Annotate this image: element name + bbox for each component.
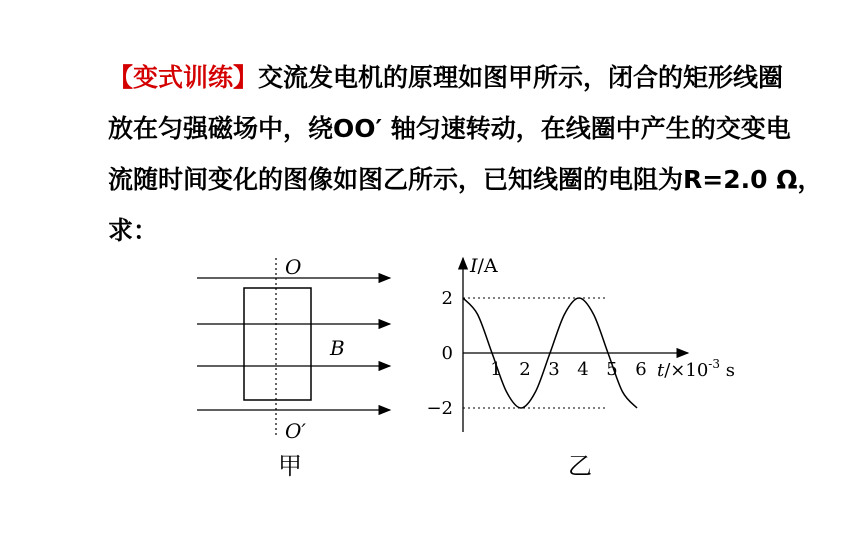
figure-caption-yi: 乙 [568,452,592,480]
problem-line-2: 放在匀强磁场中，绕OO′ 轴匀速转动，在线圈中产生的交变电 [108,114,791,143]
axis-label-top: O [285,255,302,279]
x-tick-label: 5 [606,359,618,380]
x-tick-label: 6 [635,359,647,380]
y-axis-label: I/A [470,255,498,277]
axis-label-bottom: O′ [285,419,306,443]
y-tick-labels [426,288,453,419]
exercise-tag: 【变式训练】 [108,63,259,92]
y-tick-label: −2 [426,398,453,419]
problem-line-4: 求： [108,216,159,245]
figure-caption-jia: 甲 [278,452,302,480]
x-tick-label: 2 [519,359,531,380]
y-tick-label: 0 [441,343,453,364]
y-tick-label: 2 [441,288,453,309]
x-tick-label: 3 [548,359,560,380]
x-tick-label: 4 [577,359,589,380]
problem-line-1: 【变式训练】交流发电机的原理如图甲所示，闭合的矩形线圈 [108,63,784,92]
x-tick-label: 1 [490,359,502,380]
field-label: B [330,336,345,360]
x-tick-labels [490,359,646,380]
x-axis-label: $t/\times 10^{-3}$ s [657,357,735,381]
problem-line-3: 流随时间变化的图像如图乙所示，已知线圈的电阻为R=2.0 Ω， [108,165,823,194]
